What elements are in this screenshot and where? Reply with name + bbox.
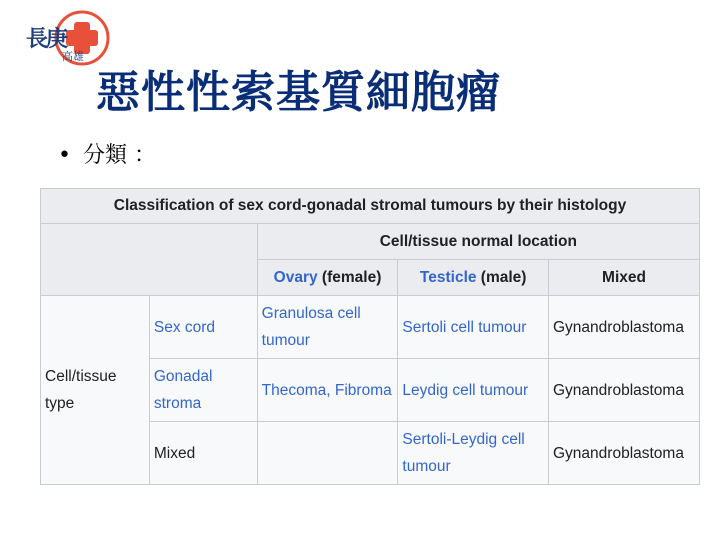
row-label-sex-cord	[149, 296, 257, 359]
table-caption: Classification of sex cord-gonadal stromal tumours by their histology	[41, 189, 700, 224]
logo-text: 長庚	[26, 26, 67, 52]
sex-cord-link[interactable]: Sex cord	[153, 318, 216, 336]
group-header: Cell/tissue normal location	[257, 224, 699, 260]
col-header-mixed: Mixed	[549, 260, 700, 296]
col-header-testicle: Testicle (male)	[398, 260, 549, 296]
table-cell	[398, 359, 549, 422]
leydig-link[interactable]: Leydig cell tumour	[402, 381, 529, 399]
bullet-item	[58, 138, 156, 169]
thecoma-link[interactable]: Thecoma, Fibroma	[261, 381, 392, 399]
table-cell	[257, 296, 398, 359]
sertoli-leydig-link[interactable]: Sertoli-Leydig cell tumour	[402, 431, 525, 475]
sertoli-link[interactable]: Sertoli cell tumour	[402, 318, 527, 336]
row-label-gonadal-stroma	[149, 359, 257, 422]
slide-title: 惡性性索基質細胞瘤	[96, 67, 501, 118]
table-cell	[257, 359, 398, 422]
row-group-label: Cell/tissue type	[41, 296, 150, 485]
granulosa-link[interactable]: Granulosa cell tumour	[261, 305, 361, 349]
table-cell	[398, 422, 549, 485]
testicle-link[interactable]: Testicle	[419, 269, 477, 286]
classification-table-container	[40, 188, 700, 485]
row-label-mixed: Mixed	[149, 422, 257, 485]
ovary-link[interactable]: Ovary	[273, 269, 318, 286]
gonadal-stroma-link[interactable]: Gonadal stroma	[153, 368, 213, 412]
table-cell: Gynandroblastoma	[549, 359, 700, 422]
table-cell: Gynandroblastoma	[549, 422, 700, 485]
col-header-ovary: Ovary (female)	[257, 260, 398, 296]
classification-table	[40, 188, 700, 485]
table-corner-cell	[41, 224, 258, 296]
table-cell-empty	[257, 422, 398, 485]
bullet-text: 分類 ：	[82, 143, 156, 168]
bullet-dot-icon: •	[58, 143, 71, 168]
table-cell	[398, 296, 549, 359]
table-cell: Gynandroblastoma	[549, 296, 700, 359]
logo-subtext: 高雄	[62, 50, 84, 63]
